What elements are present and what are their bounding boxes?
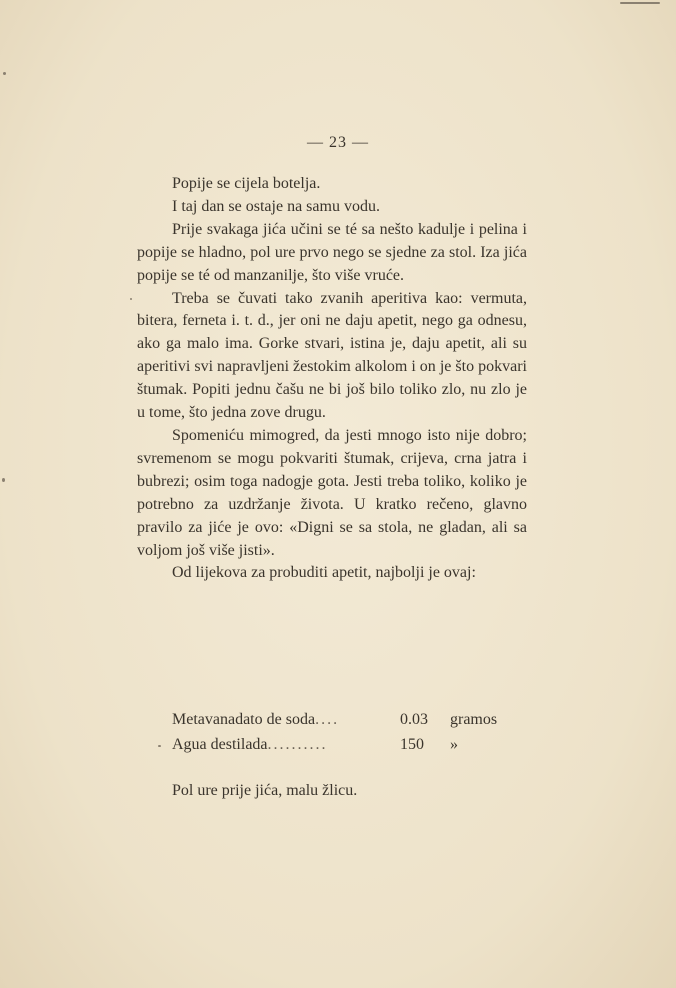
recipe-row	[172, 707, 532, 732]
paper-speck	[130, 298, 132, 300]
paper-speck	[620, 2, 660, 4]
recipe-list	[172, 707, 532, 757]
paragraph-1: Popije se cijela botelja.	[172, 175, 321, 192]
ingredient-name: Metavanadato de soda	[172, 711, 316, 728]
paragraph-4: Treba se čuvati tako zvanih aperitiva kao: vermuta, bitera, ferneta i. t. d., jer oni ne daju apetit, nego ga odnesu, ako ga malo ima. Gorke stvari, istina je, daju apetit, ali su aperitivi svi napravljeni žestokim alkolom i on je što pokvari štumak. Popiti jednu čašu ne bi još bilo toliko zlo, nu zlo je u tome, što jedna zove drugu.	[137, 289, 527, 422]
body-text	[137, 173, 527, 585]
leader-dots: ....	[315, 711, 340, 728]
page-number: — 23 —	[307, 134, 369, 151]
closing-line: Pol ure prije jića, malu žlicu.	[172, 782, 358, 799]
paper-speck	[2, 478, 5, 482]
paragraph-6: Od lijekova za probuditi apetit, najbolji je ovaj:	[172, 564, 476, 582]
paper-speck	[158, 745, 161, 747]
leader-dots: ..........	[267, 736, 328, 753]
ingredient-unit: gramos	[450, 711, 498, 728]
ingredient-quantity: 0.03	[400, 711, 428, 728]
paper-speck	[3, 72, 6, 75]
ingredient-quantity: 150	[400, 736, 424, 753]
paragraph-3: Prije svakaga jića učini se té sa nešto kadulje i pelina i popije se hladno, pol ure prvo nego se sjedne za stol. Iza jića popije se té od manzanilje, što više vruće.	[137, 220, 527, 284]
ingredient-unit: »	[450, 736, 458, 753]
ingredient-name: Agua destilada	[172, 736, 268, 753]
paragraph-2: I taj dan se ostaje na samu vodu.	[172, 197, 380, 215]
paragraph-5: Spomeniću mimogred, da jesti mnogo isto nije dobro; svremenom se mogu pokvariti štumak, crijeva, crna jatra i bubrezi; osim toga nadogje gota. Jesti treba toliko, koliko je potrebno za uzdržanje života. U kratko rečeno, glavno pravilo za jiće je ovo: «Digni se sa stola, ne gladan, ali sa voljom još više jisti».	[137, 426, 527, 559]
recipe-row	[172, 732, 532, 757]
